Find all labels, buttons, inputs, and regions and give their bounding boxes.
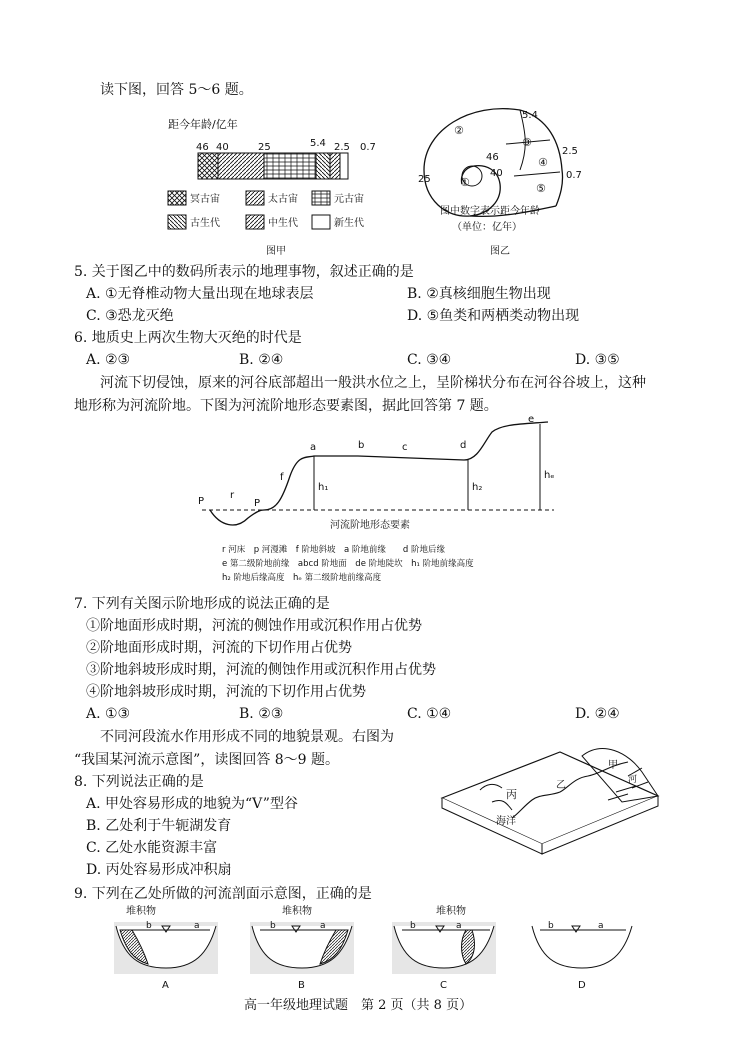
yi-circ-4: ④ [538,156,548,169]
q8-option-a: A. 甲处容易形成的地貌为“V”型谷 [86,796,298,812]
q9-c-label: C [440,980,447,990]
q9-d-label: D [578,980,586,990]
label-he: hₑ [544,470,555,481]
label-f: f [280,472,284,483]
q7-statement-1: ①阶地面形成时期，河流的侧蚀作用或沉积作用占优势 [86,618,422,634]
bar-mesozoic [330,153,340,179]
tick-46: 46 [196,142,209,153]
q9-b-sediment: 堆积物 [282,906,312,917]
legend-swatch-cenozoic [312,215,330,229]
yi-5-4: 5.4 [522,110,538,121]
legend-paleozoic: 古生代 [190,218,220,229]
q9-a-label: A [162,980,169,990]
q9-d-side-a: a [598,921,604,931]
q7-option-c: C. ①④ [407,706,452,722]
q9-b-side-b: b [270,921,276,931]
figure-jia [162,108,392,264]
q7-statement-4: ④阶地斜坡形成时期，河流的下切作用占优势 [86,684,366,700]
intro-q89-line1: 不同河段流水作用形成不同的地貌景观。右图为 [100,729,394,745]
yi-circ-1: ① [460,176,470,189]
tick-40: 40 [216,142,229,153]
figure-yi [410,100,590,264]
yi-46: 46 [486,152,499,163]
page-footer: 高一年级地理试题 第 2 页（共 8 页） [244,998,473,1013]
label-p: P [254,498,261,509]
river-label-yi: 乙 [556,780,566,791]
bar-cenozoic [340,153,348,179]
yi-circ-2: ② [454,124,464,137]
label-h1: h₁ [318,482,329,493]
tick-5-4: 5.4 [310,138,326,149]
tick-0-7: 0.7 [360,142,376,153]
river-label-sea: 海洋 [496,816,516,827]
intro-q7-line1: 河流下切侵蚀，原来的河谷底部超出一般洪水位之上，呈阶梯状分布在河谷谷坡上，这种 [100,375,646,391]
yi-note-2: （单位：亿年） [452,222,522,233]
yi-25: 25 [418,174,431,185]
intro-q5-6: 读下图，回答 5～6 题。 [100,82,253,98]
yi-circ-3: ③ [522,136,532,149]
profile-panel-a [114,904,218,990]
bar-paleozoic [316,153,330,179]
legend-swatch-hadean [168,191,186,205]
q5-option-c: C. ③恐龙灭绝 [86,308,174,324]
river-label-he: 河 [628,775,638,785]
label-e: e [528,414,535,425]
label-a: a [310,442,317,453]
q9-b-label: B [298,980,305,990]
river-label-bing: 丙 [506,788,517,801]
q9-d-side-b: b [548,921,554,931]
figure-river [432,732,668,866]
tick-25: 25 [258,142,271,153]
yi-circ-5: ⑤ [536,182,546,195]
q6-stem: 6. 地质史上两次生物大灭绝的时代是 [74,330,302,346]
legend-swatch-mesozoic [246,215,264,229]
q7-statement-3: ③阶地斜坡形成时期，河流的侧蚀作用或沉积作用占优势 [86,662,436,678]
q5-option-b: B. ②真核细胞生物出现 [407,286,551,302]
label-h2: h₂ [472,482,483,493]
q9-b-side-a: a [320,921,326,931]
river-label-jia: 甲 [608,760,618,771]
q8-stem: 8. 下列说法正确的是 [74,774,204,790]
q7-option-b: B. ②③ [239,706,284,722]
legend-swatch-paleozoic [168,215,186,229]
legend-swatch-archean [246,191,264,205]
terrace-legend-2: e 第二级阶地前缘 abcd 阶地面 de 阶地陡坎 h₁ 阶地前缘高度 [222,559,474,569]
terrace-legend-1: r 河床 p 河漫滩 f 阶地斜坡 a 阶地前缘 d 阶地后缘 [222,545,445,555]
q6-option-d: D. ③⑤ [575,352,620,368]
profile-panel-b [250,904,354,990]
q6-option-a: A. ②③ [86,352,131,368]
spiral-outer [424,109,520,217]
q9-a-sediment: 堆积物 [126,906,156,917]
q5-stem: 5. 关于图乙中的数码所表示的地理事物，叙述正确的是 [74,264,414,280]
q7-option-a: A. ①③ [86,706,131,722]
q7-statement-2: ②阶地面形成时期，河流的下切作用占优势 [86,640,352,656]
yi-0-7: 0.7 [566,170,582,181]
fig-jia-header: 距今年龄/亿年 [168,118,238,131]
q9-c-side-b: b [410,921,416,931]
q5-option-d: D. ⑤鱼类和两栖类动物出现 [407,308,580,324]
legend-mesozoic: 中生代 [268,218,298,229]
label-c: c [402,442,408,453]
yi-40: 40 [490,168,503,179]
profile-panel-d [532,921,632,990]
intro-q7-line2: 地形称为河流阶地。下图为河流阶地形态要素图，据此回答第 7 题。 [74,398,498,414]
q9-a-side-b: b [146,921,152,931]
q6-option-c: C. ③④ [407,352,452,368]
q9-c-sediment: 堆积物 [436,906,466,917]
q7-stem: 7. 下列有关图示阶地形成的说法正确的是 [74,596,330,612]
figure-q9-profiles [110,904,640,994]
terrace-title: 河流阶地形态要素 [330,520,410,531]
legend-proterozoic: 元古宙 [334,194,364,205]
bar-archean [218,153,264,179]
intro-q89-line2: “我国某河流示意图”，读图回答 8～9 题。 [74,752,340,768]
q8-option-b: B. 乙处利于牛轭湖发育 [86,818,232,834]
q8-option-c: C. 乙处水能资源丰富 [86,840,218,856]
bar-hadean [198,153,218,179]
fig-jia-caption: 图甲 [266,246,286,257]
q8-option-d: D. 丙处容易形成冲积扇 [86,862,232,878]
q5-option-a: A. ①无脊椎动物大量出现在地球表层 [86,286,314,302]
label-b: b [358,440,365,451]
legend-archean: 太古宙 [268,194,298,205]
q7-option-d: D. ②④ [575,706,620,722]
q9-c-side-a: a [456,921,462,931]
yi-note-1: 图中数字表示距今年龄 [440,206,540,217]
legend-swatch-proterozoic [312,191,330,205]
bar-proterozoic [264,153,316,179]
label-d: d [460,440,467,451]
label-P: P [198,496,205,507]
block-top [442,752,658,844]
q9-stem: 9. 下列在乙处所做的河流剖面示意图，正确的是 [74,886,372,902]
terrace-legend-3: h₂ 阶地后缘高度 hₑ 第二级阶地前缘高度 [222,573,382,583]
tick-2-5: 2.5 [334,142,350,153]
q6-option-b: B. ②④ [239,352,284,368]
yi-2-5: 2.5 [562,146,578,157]
legend-cenozoic: 新生代 [334,218,364,229]
profile-panel-c [392,904,496,990]
fig-yi-caption: 图乙 [490,246,510,257]
figure-terrace [192,414,564,594]
q9-a-side-a: a [194,921,200,931]
label-r: r [230,490,235,501]
legend-hadean: 冥古宙 [190,194,220,205]
